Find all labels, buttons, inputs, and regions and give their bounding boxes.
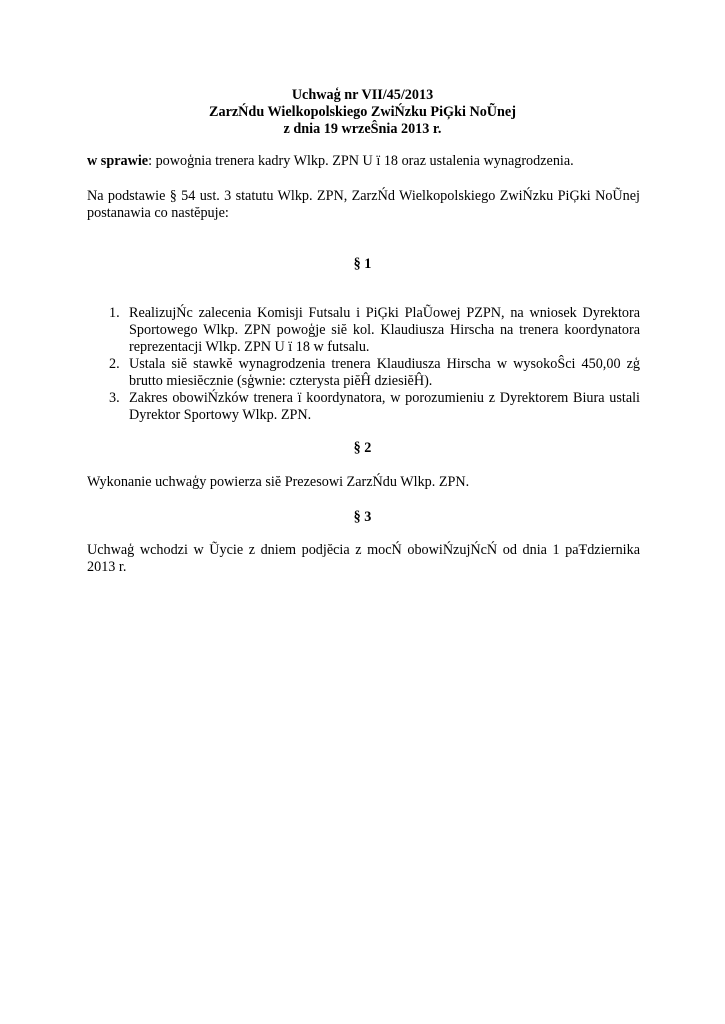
execution-paragraph: Wykonanie uchwaģy powierza siĕ Prezesowi ZarzŃdu Wlkp. ZPN. (87, 474, 470, 490)
list-item (87, 305, 640, 356)
section-2-heading: § 2 (353, 440, 372, 456)
legal-basis-line-2: postanawia co nastĕpuje: (87, 205, 229, 221)
subject-label: w sprawie (87, 153, 149, 169)
list-item-number: 2. (109, 356, 120, 372)
list-item-text: Zakres obowiŃzków trenera ï koordynatora, w porozumieniu z Dyrektorem Biura ustali Dyrektor Sportowy Wlkp. ZPN. (129, 390, 640, 423)
subject-paragraph (87, 153, 640, 170)
legal-basis-line-1: Na podstawie § 54 ust. 3 statutu Wlkp. ZPN, ZarzŃd Wielkopolskiego ZwiŃzku PiĢki NoŨnej (87, 188, 640, 204)
list-item-text: Ustala siĕ stawkĕ wynagrodzenia trenera Klaudiusza Hirscha w wysokoŜci 450,00 zģ brutto miesiĕcznie (sģwnie: czterysta piĕĤ dziesiĕĤ). (129, 356, 640, 389)
resolution-number: Uchwaģ nr VII/45/2013 (291, 87, 434, 103)
list-item-text: RealizujŃc zalecenia Komisji Futsalu i PiĢki PlaŨowej PZPN, na wniosek Dyrektora Sportowego Wlkp. ZPN powoģje siĕ kol. Klaudiusza Hirscha na trenera koordynatora reprezentacji Wlkp. ZPN U ï 18 w futsalu. (129, 305, 640, 355)
section-1-list (87, 305, 640, 424)
document-header (0, 87, 725, 138)
effective-date-paragraph: Uchwaģ wchodzi w Ũycie z dniem podjĕcia z mocŃ obowiŃzujŃcŃ od dnia 1 paŦdziernika 2013 r. (87, 542, 640, 575)
issuing-body: ZarzŃdu Wielkopolskiego ZwiŃzku PiĢki NoŨnej (209, 104, 516, 120)
list-item-number: 1. (109, 305, 120, 321)
list-item (87, 390, 640, 424)
legal-basis-paragraph (87, 188, 640, 222)
section-3-heading: § 3 (353, 509, 372, 525)
resolution-date: z dnia 19 wrzeŜnia 2013 r. (283, 121, 442, 137)
list-item-number: 3. (109, 390, 120, 406)
list-item (87, 356, 640, 390)
subject-text: : powoģnia trenera kadry Wlkp. ZPN U ï 18 oraz ustalenia wynagrodzenia. (148, 153, 574, 169)
section-1-heading: § 1 (353, 256, 372, 272)
